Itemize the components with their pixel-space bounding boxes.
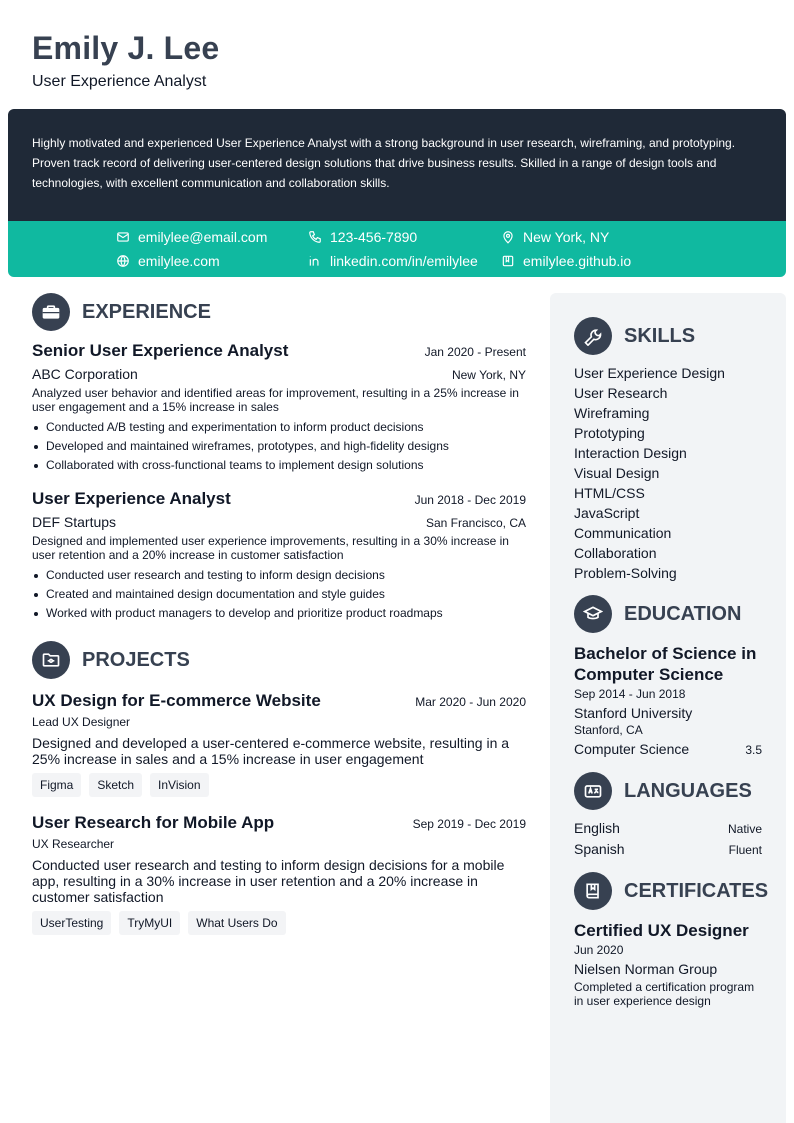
email-text: emilylee@email.com	[138, 229, 268, 245]
bullet-item: Worked with product managers to develop and prioritize product roadmaps	[32, 604, 526, 623]
education-heading	[574, 595, 762, 633]
phone-text: 123-456-7890	[330, 229, 418, 245]
bullet-item: Developed and maintained wireframes, prototypes, and high-fidelity designs	[32, 437, 526, 456]
sidebar	[550, 293, 786, 1123]
project-title: User Research for Mobile App	[32, 813, 275, 832]
job-dates: Jan 2020 - Present	[424, 345, 526, 359]
projects-heading	[32, 641, 526, 679]
education-school: Stanford University	[574, 705, 693, 721]
github-text: emilylee.github.io	[523, 253, 632, 269]
job-company: DEF Startups	[32, 514, 117, 530]
skills-list	[574, 363, 762, 583]
languages-heading	[574, 772, 762, 810]
project-dates: Sep 2019 - Dec 2019	[412, 817, 526, 831]
job-location: San Francisco, CA	[425, 516, 526, 530]
skills-title: SKILLS	[624, 324, 696, 347]
language-row	[574, 818, 762, 839]
tag: UserTesting	[32, 911, 111, 935]
language-level: Native	[727, 822, 762, 836]
job-title: User Experience Analyst	[32, 489, 231, 508]
project-dates: Mar 2020 - Jun 2020	[415, 695, 526, 709]
linkedin-text: linkedin.com/in/emilylee	[330, 253, 478, 269]
folder-icon	[32, 641, 70, 679]
job-title: Senior User Experience Analyst	[32, 341, 289, 360]
project-description: Designed and developed a user-centered e-commerce website, resulting in a 25% increase in sales and a 15% increase in user engagement	[32, 735, 510, 767]
contact-location	[501, 229, 609, 245]
certificate-date: Jun 2020	[574, 943, 624, 957]
skill-item: HTML/CSS	[574, 485, 645, 501]
language-name: Spanish	[574, 841, 625, 857]
education-section	[574, 595, 762, 760]
certificates-title: CERTIFICATES	[624, 879, 769, 902]
languages-title: LANGUAGES	[624, 779, 752, 802]
project-role: UX Researcher	[32, 837, 115, 851]
linkedin-icon	[308, 254, 322, 268]
github-icon	[501, 254, 515, 268]
job-entry	[32, 489, 526, 623]
skill-item: Interaction Design	[574, 445, 687, 461]
job-bullets	[32, 566, 526, 623]
project-description: Conducted user research and testing to inform design decisions for a mobile app, resulting in a 30% increase in user retention and a 20% increase in customer satisfaction	[32, 857, 505, 905]
wrench-icon	[574, 317, 612, 355]
job-entry	[32, 341, 526, 475]
candidate-title: User Experience Analyst	[32, 73, 207, 90]
summary-text: Highly motivated and experienced User Experience Analyst with a strong background in user research, wireframing, and prototyping. Proven track record of delivering user-centered design solutions that drive business results. Skilled in a range of design tools and technologies, with excellent communication and collaboration skills.	[32, 136, 736, 190]
bullet-item: Created and maintained design documentation and style guides	[32, 585, 526, 604]
contact-bar	[8, 221, 786, 277]
mail-icon	[116, 230, 130, 244]
skill-item: Communication	[574, 525, 672, 541]
summary-panel	[8, 109, 786, 221]
contact-website[interactable]	[116, 253, 220, 269]
main-column	[32, 293, 526, 935]
contact-email[interactable]	[116, 229, 267, 245]
tag: InVision	[150, 773, 208, 797]
project-entry	[32, 813, 526, 935]
experience-title: EXPERIENCE	[82, 300, 211, 323]
experience-heading	[32, 293, 526, 331]
certificate-issuer: Nielsen Norman Group	[574, 961, 718, 977]
education-field-row	[574, 739, 762, 760]
skill-item: Wireframing	[574, 405, 650, 421]
language-row	[574, 839, 762, 860]
tag: TryMyUI	[119, 911, 180, 935]
tag: Sketch	[89, 773, 142, 797]
education-dates: Sep 2014 - Jun 2018	[574, 687, 686, 701]
skill-item: Visual Design	[574, 465, 660, 481]
tag: Figma	[32, 773, 81, 797]
certificate-description: Completed a certification program in user experience design	[574, 980, 755, 1008]
globe-icon	[116, 254, 130, 268]
job-bullets	[32, 418, 526, 475]
languages-section	[574, 772, 762, 860]
website-text: emilylee.com	[138, 253, 220, 269]
contact-phone[interactable]	[308, 229, 417, 245]
skill-item: User Experience Design	[574, 365, 725, 381]
briefcase-icon	[32, 293, 70, 331]
certificates-heading	[574, 872, 769, 910]
translate-icon	[574, 772, 612, 810]
education-field: Computer Science	[574, 741, 690, 757]
bullet-item: Conducted A/B testing and experimentation to inform product decisions	[32, 418, 526, 437]
job-dates: Jun 2018 - Dec 2019	[414, 493, 526, 507]
skill-item: Collaboration	[574, 545, 657, 561]
education-location: Stanford, CA	[574, 723, 643, 737]
job-summary: Analyzed user behavior and identified areas for improvement, resulting in a 25% increase in user engagement and a 15% increase in sales	[32, 386, 519, 414]
contact-linkedin[interactable]	[308, 253, 478, 269]
language-name: English	[574, 820, 620, 836]
bullet-item: Collaborated with cross-functional teams to implement design solutions	[32, 456, 526, 475]
skills-heading	[574, 317, 762, 355]
project-tags	[32, 911, 526, 935]
education-degree: Bachelor of Science in Computer Science	[574, 644, 757, 684]
job-location: New York, NY	[451, 368, 526, 382]
project-entry	[32, 691, 526, 797]
phone-icon	[308, 230, 322, 244]
certificate-name: Certified UX Designer	[574, 921, 749, 940]
skill-item: JavaScript	[574, 505, 640, 521]
contact-github[interactable]	[501, 253, 631, 269]
project-title: UX Design for E-commerce Website	[32, 691, 321, 710]
education-gpa: 3.5	[745, 743, 762, 757]
candidate-name: Emily J. Lee	[32, 30, 220, 66]
tag: What Users Do	[188, 911, 285, 935]
project-tags	[32, 773, 526, 797]
location-text: New York, NY	[523, 229, 610, 245]
skill-item: Problem-Solving	[574, 565, 677, 581]
certificates-section	[574, 872, 769, 1008]
education-title: EDUCATION	[624, 602, 742, 625]
graduation-cap-icon	[574, 595, 612, 633]
skill-item: User Research	[574, 385, 668, 401]
skills-section	[574, 317, 762, 583]
map-pin-icon	[501, 230, 515, 244]
language-level: Fluent	[728, 843, 762, 857]
languages-list	[574, 818, 762, 860]
skill-item: Prototyping	[574, 425, 645, 441]
projects-title: PROJECTS	[82, 648, 190, 671]
job-summary: Designed and implemented user experience improvements, resulting in a 30% increase in user retention and a 20% increase in customer satisfaction	[32, 534, 509, 562]
book-icon	[574, 872, 612, 910]
project-role: Lead UX Designer	[32, 715, 131, 729]
job-company: ABC Corporation	[32, 366, 138, 382]
resume-header	[32, 30, 219, 91]
bullet-item: Conducted user research and testing to inform design decisions	[32, 566, 526, 585]
